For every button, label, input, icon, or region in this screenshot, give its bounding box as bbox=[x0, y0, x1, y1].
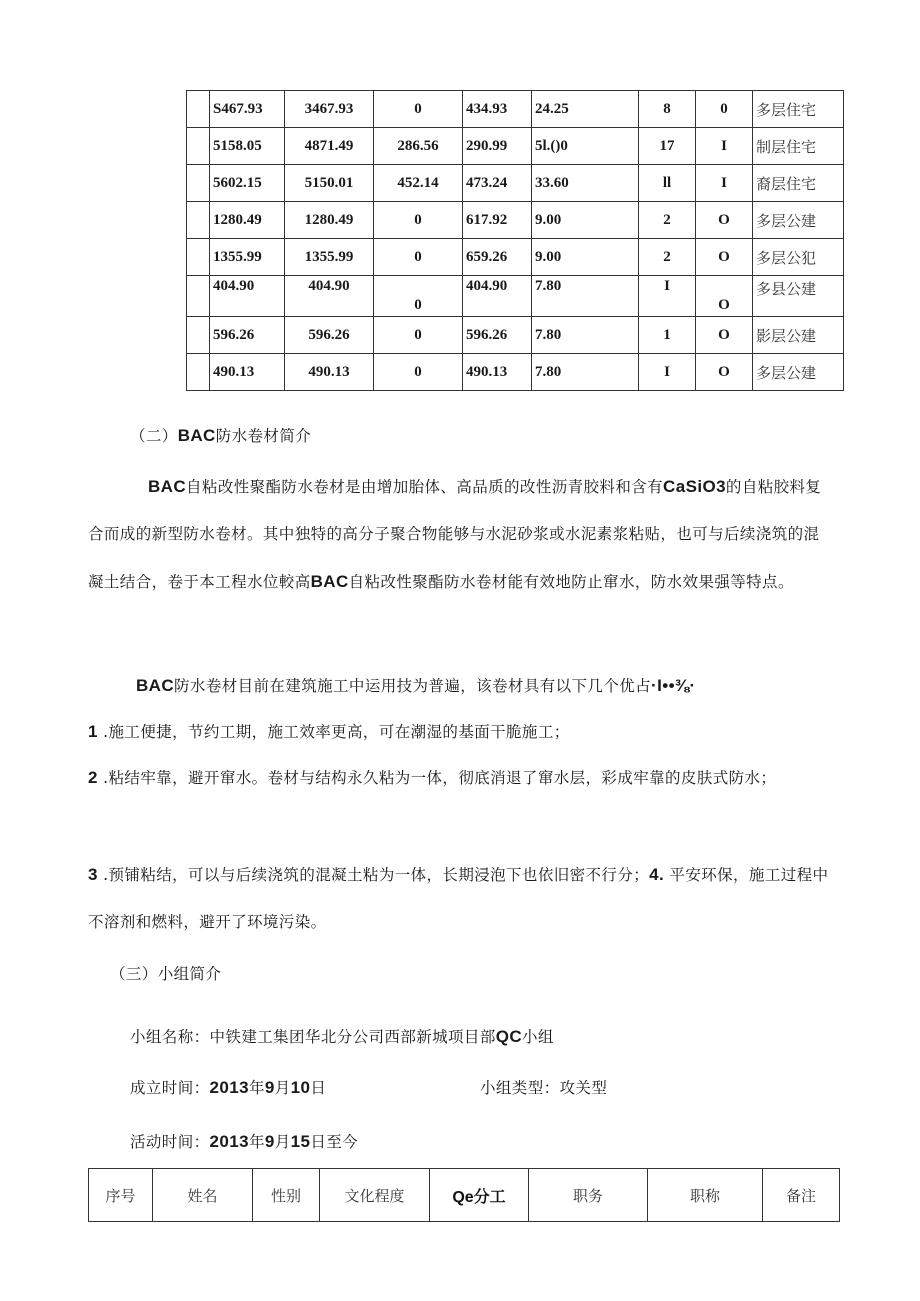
table-cell: O bbox=[696, 239, 753, 276]
table-cell: 5150.01 bbox=[285, 165, 374, 202]
table-cell: 404.90 bbox=[285, 276, 374, 317]
table-cell: 490.13 bbox=[285, 354, 374, 391]
table-cell: I bbox=[696, 165, 753, 202]
table-spacer-cell bbox=[187, 239, 210, 276]
table-cell: 1280.49 bbox=[285, 202, 374, 239]
header-cell: 文化程度 bbox=[320, 1169, 430, 1222]
table-cell: 1 bbox=[639, 317, 696, 354]
section-3-title: （三）小组简介 bbox=[110, 965, 222, 983]
header-cell: 性别 bbox=[253, 1169, 320, 1222]
table-cell: 8 bbox=[639, 91, 696, 128]
table-cell: 490.13 bbox=[210, 354, 285, 391]
table-spacer-cell bbox=[187, 165, 210, 202]
header-cell: 序号 bbox=[89, 1169, 153, 1222]
table-spacer-cell bbox=[187, 276, 210, 317]
table-row bbox=[187, 165, 844, 202]
members-table-header-row bbox=[89, 1169, 840, 1222]
table-cell: 0 bbox=[374, 239, 463, 276]
table-cell: 490.13 bbox=[463, 354, 532, 391]
table-cell: 596.26 bbox=[210, 317, 285, 354]
header-cell: 职务 bbox=[529, 1169, 648, 1222]
table-spacer-cell bbox=[187, 354, 210, 391]
table-cell: O bbox=[696, 354, 753, 391]
table-cell: 473.24 bbox=[463, 165, 532, 202]
table-cell: 0 bbox=[374, 91, 463, 128]
table-cell: O bbox=[696, 202, 753, 239]
bac-advantages-intro: BAC防水卷材目前在建筑施工中运用技为普遍，该卷材具有以下几个优占·I••⅜· bbox=[136, 676, 696, 695]
table-cell: 5l.()0 bbox=[532, 128, 639, 165]
table-row bbox=[187, 317, 844, 354]
group-name-line: 小组名称：中铁建工集团华北分公司西部新城项目部QC小组 bbox=[130, 1027, 554, 1046]
table-cell: 0 bbox=[374, 202, 463, 239]
table-row bbox=[187, 354, 844, 391]
table-cell: 1355.99 bbox=[210, 239, 285, 276]
table-cell: 404.90 bbox=[210, 276, 285, 317]
table-cell: 多层公犯 bbox=[753, 239, 844, 276]
table-cell: 7.80 bbox=[532, 276, 639, 317]
table-cell: 596.26 bbox=[285, 317, 374, 354]
table-cell: 404.90 bbox=[463, 276, 532, 317]
table-cell: 0 bbox=[374, 354, 463, 391]
table-cell: O bbox=[696, 317, 753, 354]
table-cell: 0 bbox=[696, 91, 753, 128]
table-row bbox=[187, 128, 844, 165]
table-cell: 290.99 bbox=[463, 128, 532, 165]
table-cell: 17 bbox=[639, 128, 696, 165]
table-cell: 制层住宅 bbox=[753, 128, 844, 165]
table-cell: 24.25 bbox=[532, 91, 639, 128]
group-type-line: 小组类型：攻关型 bbox=[480, 1079, 608, 1097]
table-spacer-cell bbox=[187, 91, 210, 128]
group-activity-line: 活动时间：2013年9月15日至今 bbox=[130, 1132, 359, 1151]
table-cell: 9.00 bbox=[532, 239, 639, 276]
table-cell: 裔层住宅 bbox=[753, 165, 844, 202]
table-cell: 4871.49 bbox=[285, 128, 374, 165]
table-cell: 0 bbox=[374, 317, 463, 354]
table-cell: 617.92 bbox=[463, 202, 532, 239]
table-row bbox=[187, 276, 844, 317]
table-cell: 9.00 bbox=[532, 202, 639, 239]
table-cell: 多层住宅 bbox=[753, 91, 844, 128]
table-cell: I bbox=[639, 354, 696, 391]
table-cell: 7.80 bbox=[532, 354, 639, 391]
section-2-title: （二）BAC防水卷材简介 bbox=[130, 426, 312, 445]
table-cell: 2 bbox=[639, 202, 696, 239]
table-spacer-cell bbox=[187, 317, 210, 354]
table-row bbox=[187, 202, 844, 239]
table-cell: 434.93 bbox=[463, 91, 532, 128]
table-cell: S467.93 bbox=[210, 91, 285, 128]
table-cell: 659.26 bbox=[463, 239, 532, 276]
table-cell: I bbox=[696, 128, 753, 165]
header-cell: 备注 bbox=[763, 1169, 840, 1222]
table-cell: 452.14 bbox=[374, 165, 463, 202]
advantage-item-3: 3 .预铺粘结，可以与后续浇筑的混凝土粘为一体，长期浸泡下也依旧密不行分；4. 平安环保，施工过程中不溶剂和燃料，避开了环境污染。 bbox=[88, 865, 829, 931]
table-cell: 2 bbox=[639, 239, 696, 276]
table-cell: 286.56 bbox=[374, 128, 463, 165]
members-table bbox=[88, 1168, 840, 1222]
advantage-item-1: 1 .施工便捷，节约工期，施工效率更高，可在潮湿的基面干脆施工； bbox=[88, 722, 570, 741]
header-cell: 职称 bbox=[648, 1169, 763, 1222]
table-cell: 7.80 bbox=[532, 317, 639, 354]
table-row bbox=[187, 91, 844, 128]
table-cell: ll bbox=[639, 165, 696, 202]
table-cell: 多县公建 bbox=[753, 276, 844, 317]
table-spacer-cell bbox=[187, 202, 210, 239]
advantage-item-2: 2 .粘结牢靠，避开窜水。卷材与结构永久粘为一体，彻底消退了窜水层，彩成牢靠的皮肤式防水； bbox=[88, 768, 777, 787]
table-cell: 0 bbox=[374, 276, 463, 317]
table-cell: 多层公建 bbox=[753, 202, 844, 239]
table-cell: 1355.99 bbox=[285, 239, 374, 276]
bac-description-paragraph: BAC自粘改性聚酯防水卷材是由增加胎体、高品质的改性沥青胶料和含有CaSiO3的自粘胶料复合而成的新型防水卷材。其中独特的高分子聚合物能够与水泥砂浆或水泥素浆粘贴，也可与后续浇筑的混凝土结合，卷于本工程水位較高BAC自粘改性聚酯防水卷材能有效地防止窜水，防水效果强等特点。 bbox=[88, 477, 822, 591]
table-cell: 多层公建 bbox=[753, 354, 844, 391]
table-cell: O bbox=[696, 276, 753, 317]
table-spacer-cell bbox=[187, 128, 210, 165]
table-cell: 33.60 bbox=[532, 165, 639, 202]
header-cell: 姓名 bbox=[153, 1169, 253, 1222]
table-cell: 5602.15 bbox=[210, 165, 285, 202]
table-cell: 3467.93 bbox=[285, 91, 374, 128]
table-cell: I bbox=[639, 276, 696, 317]
header-cell: Qe分工 bbox=[430, 1169, 529, 1222]
table-row bbox=[187, 239, 844, 276]
project-data-table bbox=[186, 90, 844, 391]
table-cell: 5158.05 bbox=[210, 128, 285, 165]
table-cell: 1280.49 bbox=[210, 202, 285, 239]
group-founded-line: 成立时间：2013年9月10日 bbox=[130, 1078, 327, 1097]
table-cell: 影层公建 bbox=[753, 317, 844, 354]
table-cell: 596.26 bbox=[463, 317, 532, 354]
